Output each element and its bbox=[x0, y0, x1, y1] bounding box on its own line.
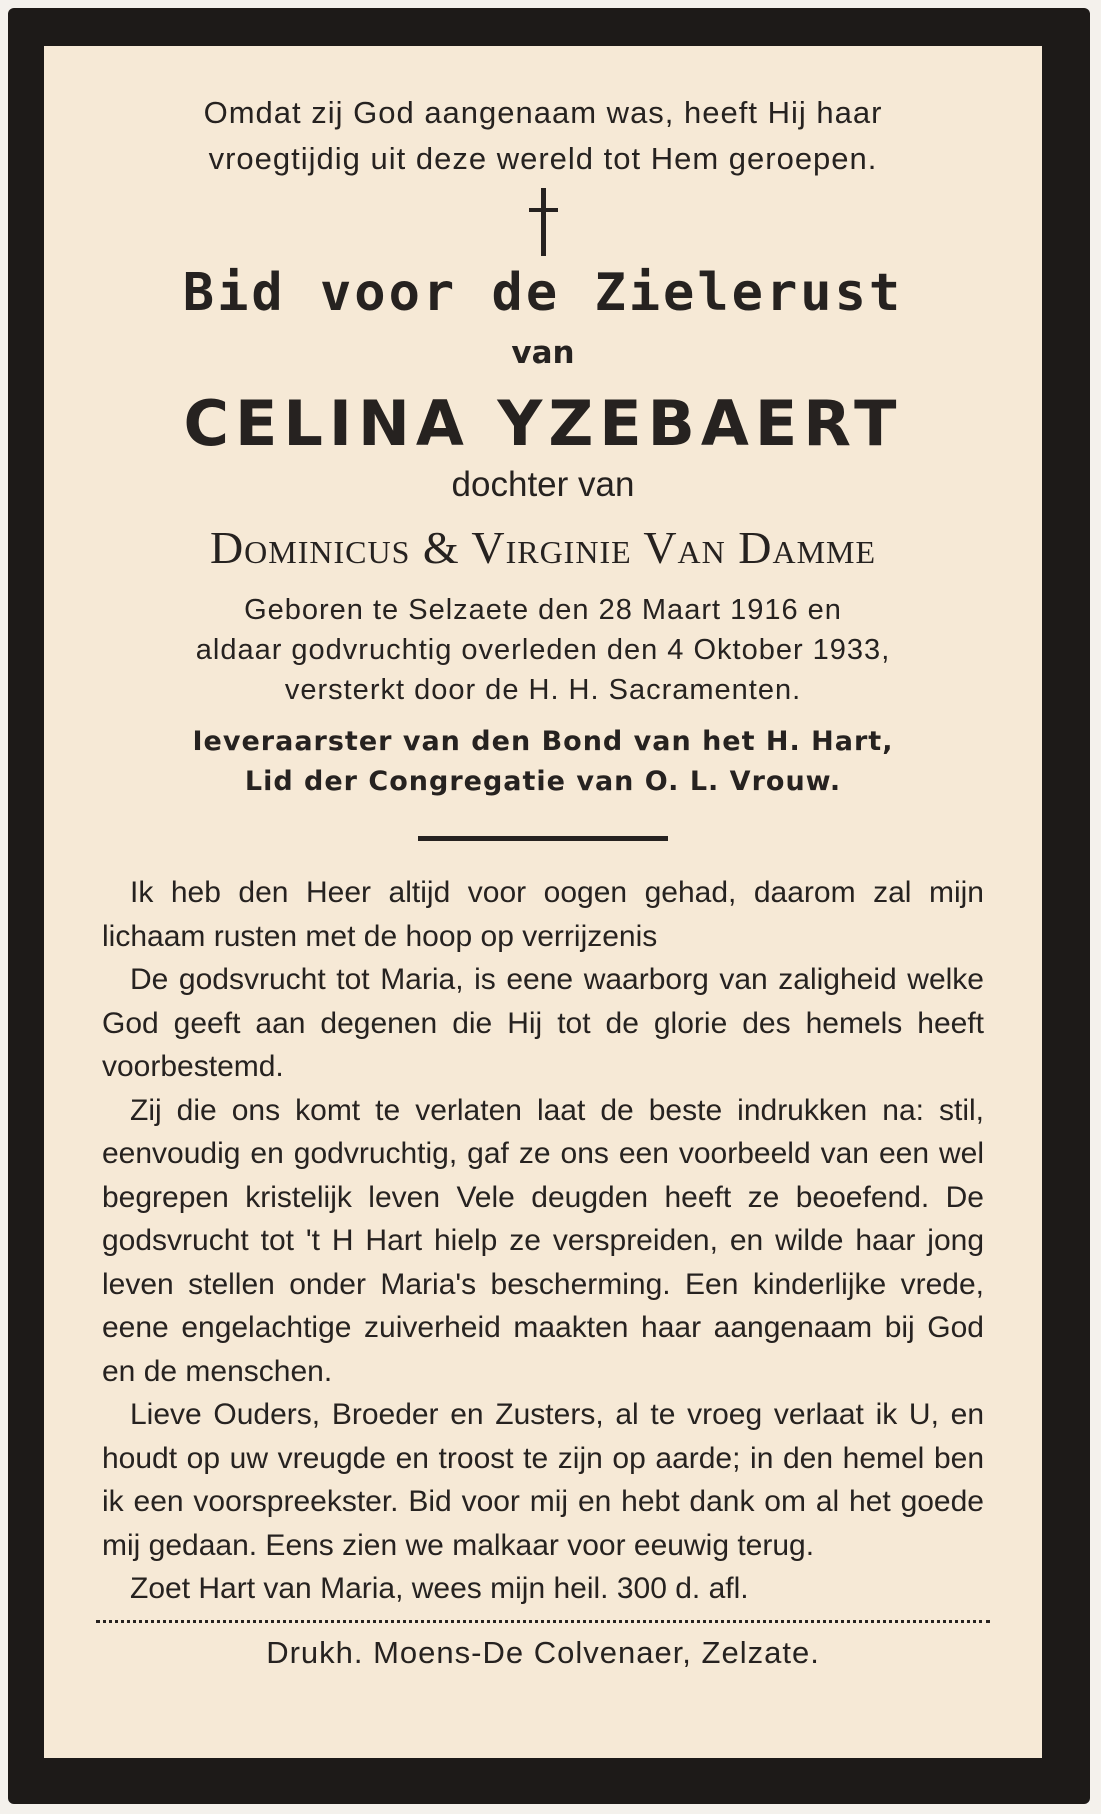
birth-line-2: aldaar godvruchtig overleden den 4 Oktober 1933, bbox=[195, 634, 891, 666]
parents-names: Dominicus & Virginie Van Damme bbox=[209, 522, 877, 573]
deceased-name: CELINA YZEBAERT bbox=[183, 387, 903, 460]
closing-prayer: Zoet Hart van Maria, wees mijn heil. 300 d. afl. bbox=[130, 1572, 749, 1605]
birth-death-block bbox=[96, 590, 990, 710]
motto-block bbox=[96, 90, 990, 182]
membership-line-2: Lid der Congregatie van O. L. Vrouw. bbox=[244, 766, 842, 797]
membership-block bbox=[96, 722, 990, 802]
paragraph-2: De godsvrucht tot Maria, is eene waarborg van zaligheid welke God geeft aan degenen die Hij tot de glorie des hemels heeft voorbestemd. bbox=[102, 963, 984, 1083]
memorial-card bbox=[8, 8, 1090, 1804]
dochter-van-label: dochter van bbox=[451, 465, 635, 504]
cross-icon bbox=[523, 188, 563, 260]
birth-line-1: Geboren te Selzaete den 28 Maart 1916 en bbox=[244, 594, 842, 626]
paragraph-3: Zij die ons komt te verlaten laat de beste indrukken na: stil, eenvoudig en godvruchtig, gaf ze ons een voorbeeld van een wel begrepen kristelijk leven Vele deugden heeft ze beoefend. De godsvrucht tot 't H Hart hielp ze verspreiden, en wilde haar jong leven stellen onder Maria's bescherming. Een kinderlijke vrede, eene engelachtige zuiverheid maakten haar aangenaam bij God en de menschen. bbox=[102, 1093, 984, 1388]
motto-line-2: vroegtijdig uit deze wereld tot Hem geroepen. bbox=[208, 141, 878, 176]
memorial-text bbox=[102, 871, 984, 1567]
membership-line-1: Ieveraarster van den Bond van het H. Hart, bbox=[192, 726, 894, 757]
van-label: van bbox=[511, 335, 575, 371]
paragraph-4: Lieve Ouders, Broeder en Zusters, al te vroeg verlaat ik U, en houdt op uw vreugde en troost te zijn op aarde; in den hemel ben ik een voorspreekster. Bid voor mij en hebt dank om al het goede mij gedaan. Eens zien we malkaar voor eeuwig terug. bbox=[102, 1398, 984, 1562]
motto-line-1: Omdat zij God aangenaam was, heeft Hij haar bbox=[203, 95, 883, 130]
paragraph-1: Ik heb den Heer altijd voor oogen gehad, daarom zal mijn lichaam rusten met de hoop op verrijzenis bbox=[102, 876, 984, 953]
printer-credit: Drukh. Moens-De Colvenaer, Zelzate. bbox=[266, 1635, 820, 1670]
birth-line-3: versterkt door de H. H. Sacramenten. bbox=[284, 674, 802, 706]
prayer-heading: Bid voor de Zielerust bbox=[182, 263, 904, 323]
dotted-separator bbox=[96, 1620, 990, 1623]
card-paper bbox=[44, 46, 1042, 1758]
divider-rule bbox=[418, 836, 668, 841]
